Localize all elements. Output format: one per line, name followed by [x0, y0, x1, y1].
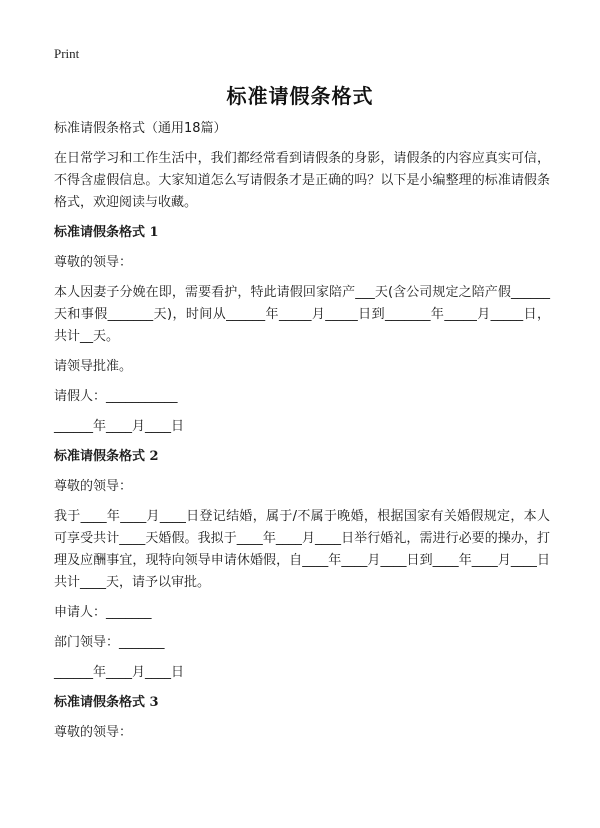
- subtitle: 标准请假条格式（通用18篇）: [54, 121, 227, 136]
- document-body: [54, 118, 550, 744]
- section-2-greeting: 尊敬的领导：: [54, 479, 133, 494]
- section-2-date: ______年____月____日: [54, 665, 185, 680]
- intro-paragraph: 在日常学习和工作生活中，我们都经常看到请假条的身影，请假条的内容应真实可信，不得含虚假信息。大家知道怎么写请假条才是正确的吗？以下是小编整理的标准请假条格式，欢迎阅读与收藏。: [54, 151, 550, 210]
- section-3-heading: 标准请假条格式 3: [54, 695, 159, 710]
- section-2-applicant: 申请人：_______: [54, 605, 152, 620]
- section-2-heading: 标准请假条格式 2: [54, 449, 159, 464]
- section-2-body: 我于____年____月____日登记结婚，属于/不属于晚婚，根据国家有关婚假规定，本人可享受共计____天婚假。我拟于____年____月____日举行婚礼，需进行必要的操办，打理及应酬事宜，现特向领导申请休婚假，自____年____月____日到____年____月____日共计____天，请予以审批。: [54, 509, 550, 590]
- print-link[interactable]: Print: [54, 46, 80, 61]
- section-1-closing: 请领导批准。: [54, 359, 133, 374]
- section-1-date: ______年____月____日: [54, 419, 185, 434]
- section-2-department: 部门领导：_______: [54, 635, 165, 650]
- section-1-applicant: 请假人：___________: [54, 389, 178, 404]
- section-1-body: 本人因妻子分娩在即，需要看护，特此请假回家陪产___天(含公司规定之陪产假______天和事假_______天)，时间从______年_____月_____日到_______年_____月_____日，共计__天。: [54, 285, 550, 344]
- page-title: 标准请假条格式: [226, 84, 374, 108]
- section-1-greeting: 尊敬的领导：: [54, 255, 133, 270]
- section-1-heading: 标准请假条格式 1: [54, 225, 159, 240]
- section-3-greeting: 尊敬的领导：: [54, 725, 133, 740]
